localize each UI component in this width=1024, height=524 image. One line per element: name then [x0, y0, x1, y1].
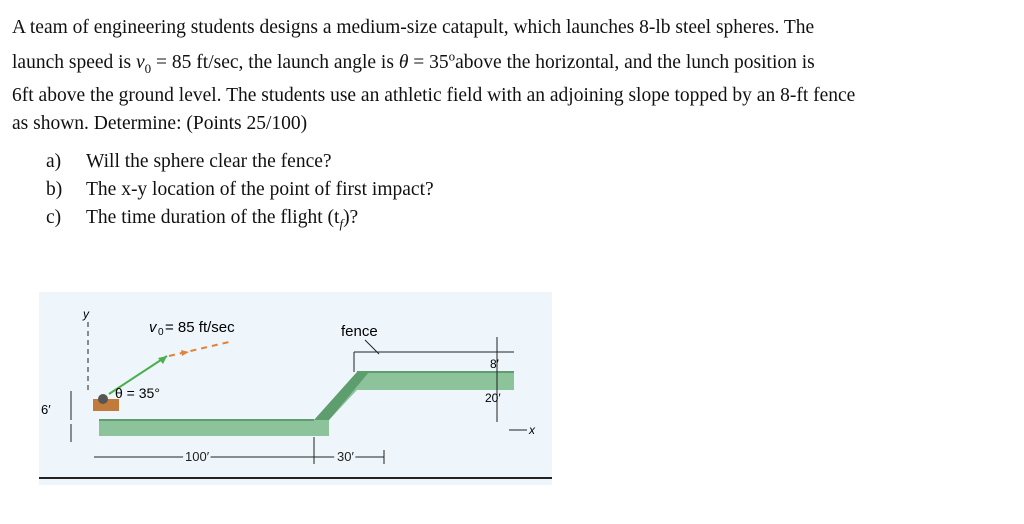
problem-line-1: A team of engineering students designs a medium-size catapult, which launches 8-lb steel spheres. The: [12, 17, 815, 38]
trajectory-path: [169, 342, 229, 356]
catapult-figure: [39, 292, 552, 485]
slope-face: [314, 372, 369, 420]
fence-height-label: 8′: [490, 357, 499, 371]
figure-svg: [39, 292, 552, 485]
field-ground: [99, 420, 314, 436]
x-axis-label: x: [529, 423, 535, 437]
v0-subscript: 0: [158, 327, 164, 338]
trajectory-arrowhead: [181, 350, 189, 356]
problem-statement: [12, 14, 1012, 138]
slope-distance-label: 30′: [337, 449, 354, 464]
y-axis-label: y: [83, 307, 89, 321]
problem-line-2: launch speed is $v_0 = 85$ ft/sec, the launch angle is $\theta = 35^oabove$ the horizontal, and the lunch position is: [12, 48, 815, 76]
launch-height-label: 6′: [41, 402, 51, 417]
slope-ground: [314, 372, 514, 436]
question-list: [46, 148, 434, 238]
v0-symbol: v: [149, 319, 157, 336]
question-a: a) Will the sphere clear the fence?: [46, 151, 332, 172]
problem-line-3: 6ft above the ground level. The students use an athletic field with an adjoining slope topped by an 8-ft fence: [12, 85, 856, 107]
theta-label: θ = 35°: [115, 385, 160, 401]
slope-height-label: 20′: [485, 391, 501, 405]
sphere: [98, 394, 108, 404]
problem-line-4: as shown. Determine: (Points 25/100): [12, 113, 308, 135]
question-b: b) The x-y location of the point of first impact?: [46, 179, 434, 200]
fence-label: fence: [341, 323, 378, 340]
field-distance-label: 100′: [185, 449, 210, 464]
question-c: c) The time duration of the flight $(t_f)$?: [46, 207, 359, 231]
v0-value: = 85 ft/sec: [165, 319, 235, 336]
